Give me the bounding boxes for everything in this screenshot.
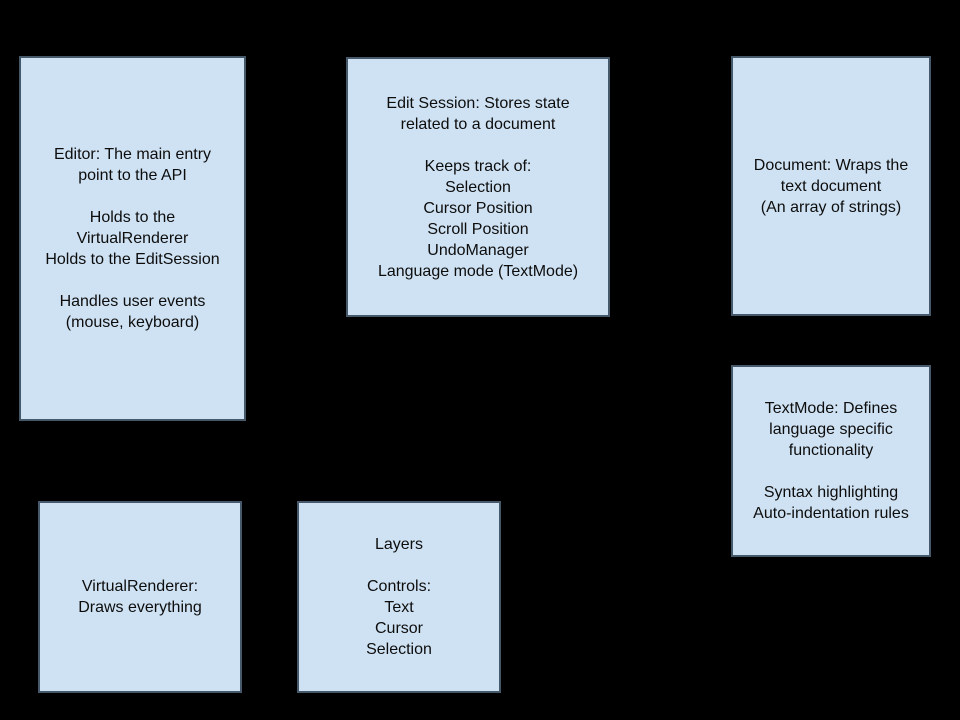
text-line: Holds to the EditSession — [45, 251, 220, 268]
text-line: Edit Session: Stores state — [386, 94, 570, 112]
editor-box — [19, 56, 246, 421]
text-line: related to a document — [400, 115, 556, 133]
text-line: TextMode: Defines — [764, 400, 898, 417]
textmode-box — [731, 365, 931, 557]
text-line: Controls: — [366, 578, 432, 595]
text-line: Scroll Position — [427, 220, 529, 238]
text-line: functionality — [788, 442, 874, 459]
text-line: UndoManager — [427, 241, 529, 259]
virtual-renderer-box — [38, 501, 242, 693]
text-line: VirtualRenderer: — [81, 578, 199, 595]
text-line: Selection — [366, 641, 432, 658]
text-line: Auto-indentation rules — [753, 505, 909, 522]
text-line: Handles user events — [59, 293, 206, 310]
text-line: Text — [384, 599, 414, 616]
text-line: Keeps track of: — [424, 157, 532, 175]
text-line: (An array of strings) — [760, 198, 902, 216]
text-line: Cursor Position — [423, 199, 533, 217]
text-line: Syntax highlighting — [763, 484, 899, 501]
document-box — [731, 56, 931, 316]
text-line: VirtualRenderer — [76, 230, 189, 247]
layers-box — [297, 501, 501, 693]
text-line: point to the API — [78, 167, 187, 184]
text-line: (mouse, keyboard) — [65, 314, 200, 331]
text-line: Selection — [445, 178, 511, 196]
text-line: Language mode (TextMode) — [377, 262, 579, 280]
text-line: Draws everything — [78, 599, 202, 616]
edit-session-box — [346, 57, 610, 317]
text-line: Document: Wraps the — [753, 156, 909, 174]
text-line: Cursor — [374, 620, 423, 637]
text-line: text document — [780, 177, 882, 195]
text-line: Holds to the — [89, 209, 176, 226]
text-line: Layers — [374, 536, 424, 553]
text-line: language specific — [769, 421, 893, 438]
text-line: Editor: The main entry — [53, 146, 212, 163]
